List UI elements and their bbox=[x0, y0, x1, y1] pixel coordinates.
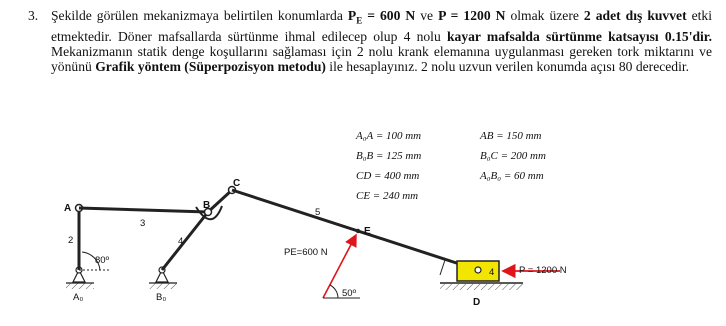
point-e bbox=[356, 229, 360, 233]
dim-ce: CE = 240 mm bbox=[356, 190, 419, 202]
text-p2: ve bbox=[415, 8, 439, 23]
text-p3: olmak üzere bbox=[505, 8, 584, 23]
pe-label: P bbox=[347, 8, 357, 23]
dim-a0a: A₀A = 100 mm bbox=[356, 130, 422, 142]
p-force: P = 1200 N bbox=[438, 8, 506, 23]
dim-cd: CD = 400 mm bbox=[356, 170, 420, 182]
label-pe-force: PE=600 N bbox=[284, 247, 328, 258]
text-p6: ile hesaplayınız. 2 nolu uzvun verilen konumda açısı 80 derecedir. bbox=[325, 59, 690, 75]
label-slider-4: 4 bbox=[489, 267, 495, 278]
label-link-4: 4 bbox=[178, 236, 184, 247]
label-a: A bbox=[64, 203, 72, 214]
angle-80: 80º bbox=[95, 255, 110, 266]
label-b: B bbox=[203, 200, 211, 211]
bold-friction: kayar mafsalda sürtünme katsayısı 0.15'dir. bbox=[446, 28, 712, 44]
dim-a0b0: A₀B₀ = 60 mm bbox=[480, 170, 544, 182]
label-e: E bbox=[364, 226, 371, 237]
friction-mark bbox=[440, 260, 445, 275]
joint-d bbox=[475, 267, 481, 273]
dimension-list-left bbox=[355, 130, 421, 202]
text-p4: etki etmektedir. Döner mafsallarda sürtünme ihmal edilecep olup 4 nolu bbox=[51, 8, 712, 44]
text-p1: Şekilde görülen mekanizmaya belirtilen konumlarda bbox=[51, 8, 348, 23]
link-5 bbox=[232, 190, 478, 270]
text-p5: Mekanizmanın statik denge koşullarını sağlaması için 2 nolu krank elemanına uygulanması gereken tork miktarını ve yönünü bbox=[51, 44, 712, 75]
dimension-list-right bbox=[479, 130, 546, 182]
label-a0: A₀ bbox=[73, 292, 84, 303]
label-d: D bbox=[473, 297, 481, 308]
bold-method: Grafik yöntem (Süperpozisyon metodu) bbox=[95, 59, 326, 75]
link-3 bbox=[79, 208, 208, 212]
label-link-2: 2 bbox=[68, 235, 74, 246]
link-4 bbox=[162, 212, 208, 270]
dim-ab: AB = 150 mm bbox=[480, 130, 542, 142]
dim-b0c: B₀C = 200 mm bbox=[480, 150, 546, 162]
label-c: C bbox=[233, 178, 241, 189]
label-link-5: 5 bbox=[315, 207, 321, 218]
label-link-3: 3 bbox=[140, 218, 146, 229]
label-p-force: P = 1200 N bbox=[519, 265, 567, 276]
slider-ground-hatch bbox=[440, 284, 523, 290]
pe-value: = 600 N bbox=[362, 8, 416, 23]
angle-50: 50º bbox=[342, 288, 357, 299]
pe-subscript: E bbox=[356, 15, 363, 26]
problem-number: 3. bbox=[28, 8, 39, 23]
dim-b0b: B₀B = 125 mm bbox=[356, 150, 422, 162]
label-b0: B₀ bbox=[156, 292, 167, 303]
force-pe-angle-arc bbox=[330, 285, 338, 298]
bold-external-forces: 2 adet dış kuvvet bbox=[583, 8, 687, 23]
